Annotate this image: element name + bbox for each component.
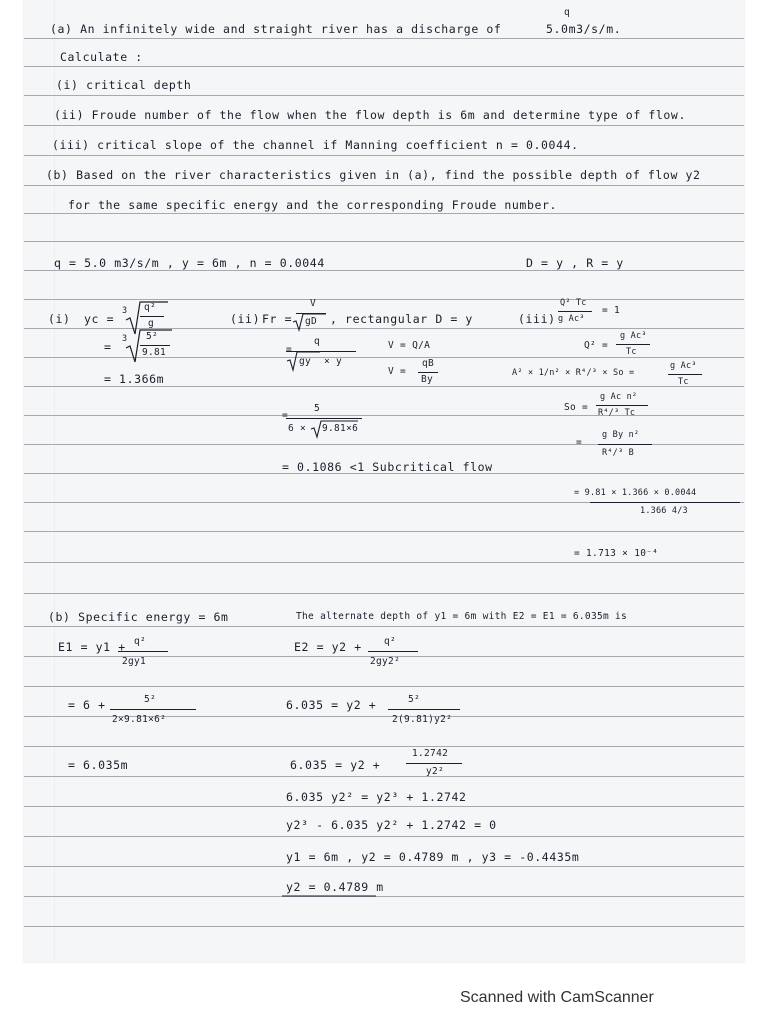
ruled-line (24, 155, 744, 156)
manning-numerator: g Ac³ (670, 361, 697, 371)
equals-sign: = (576, 437, 583, 448)
e1-substituted: = 6 + (68, 698, 106, 712)
froude-lhs: Fr = (262, 312, 293, 326)
fraction-bar (668, 374, 702, 375)
so-step2-denominator: R⁴/³ B (602, 448, 634, 458)
so-step2-numerator: g By n² (602, 430, 640, 440)
part-b-answer: y2 = 0.4789 m (286, 880, 384, 894)
given-values: q = 5.0 m3/s/m , y = 6m , n = 0.0044 (54, 256, 325, 270)
ruled-line (24, 270, 744, 271)
ruled-line (24, 241, 744, 242)
ruled-line (24, 95, 744, 96)
equals-sign: = (282, 410, 289, 421)
ruled-line (24, 593, 744, 594)
ruled-line (24, 386, 744, 387)
cubic-step-b: 6.035 y2² = y2³ + 1.2742 (286, 790, 467, 804)
e2-sub-numerator: 5² (408, 694, 421, 705)
velocity-eq1: V = Q/A (388, 340, 431, 351)
cube-root-index: 3 (122, 334, 128, 344)
manning-equation: A² × 1/n² × R⁴/³ × So = (512, 368, 635, 378)
yc-numerator: q² (144, 302, 157, 313)
so-numerator: g Ac n² (600, 392, 638, 402)
e1-numerator: q² (134, 636, 147, 647)
fraction-bar (406, 763, 462, 764)
ruled-line (24, 626, 744, 627)
answer-underline (280, 893, 400, 899)
step-denominator-tail: × y (324, 356, 343, 367)
discharge-symbol: q (564, 7, 571, 18)
so-denominator: R⁴/³ Tc (598, 408, 636, 418)
cubic-step-a-denominator: y2² (426, 766, 445, 777)
froude-denominator: gD (305, 316, 318, 327)
fraction-bar (590, 502, 740, 503)
manning-denominator: Tc (678, 377, 689, 387)
yc-lhs: yc = (84, 312, 115, 326)
fraction-bar (140, 345, 170, 346)
fraction-bar (616, 344, 650, 345)
ruled-line (24, 746, 744, 747)
part-i-result: = 1.366m (104, 372, 165, 386)
e2-substituted: 6.035 = y2 + (286, 698, 377, 712)
step-numerator: q (314, 336, 321, 347)
ruled-line (24, 926, 744, 927)
e2-equation: E2 = y2 + (294, 640, 362, 654)
notebook-page (24, 0, 744, 962)
ruled-line (24, 562, 744, 563)
cubic-step-a-numerator: 1.2742 (412, 748, 449, 759)
ruled-line (24, 66, 744, 67)
fraction-bar (558, 311, 592, 312)
velocity-numerator: qB (422, 358, 435, 369)
ruled-line (24, 213, 744, 214)
question-a-intro: (a) An infinitely wide and straight river has a discharge of (50, 22, 502, 36)
e1-sub-numerator: 5² (144, 694, 157, 705)
fraction-bar (118, 651, 168, 652)
part-ii-result: = 0.1086 <1 Subcritical flow (282, 460, 493, 474)
ruled-line (24, 836, 744, 837)
critical-lhs-denominator: g Ac³ (558, 314, 585, 324)
fraction-bar (418, 372, 438, 373)
yc-denominator: g (148, 318, 155, 329)
froude-sub-denominator-b: 9.81×6 (322, 423, 359, 434)
cubic-step-c: y2³ - 6.035 y2² + 1.2742 = 0 (286, 818, 497, 832)
e1-result: = 6.035m (68, 758, 129, 772)
q2-eq: Q² = (584, 340, 609, 351)
part-iii-result: = 1.713 × 10⁻⁴ (574, 548, 659, 559)
yc-numerator-value: 5² (146, 331, 159, 342)
ruled-line (24, 125, 744, 126)
fraction-bar (368, 651, 418, 652)
q2-numerator: g Ac³ (620, 331, 647, 341)
part-ii-label: (ii) (230, 312, 261, 326)
fraction-bar (596, 405, 648, 406)
part-b-label: (b) Specific energy = 6m (48, 610, 229, 624)
cube-root-index: 3 (122, 306, 128, 316)
so-step3: = 9.81 × 1.366 × 0.0044 (574, 488, 697, 498)
equals-sign: = (286, 344, 293, 355)
so-eq: So = (564, 402, 589, 413)
step-denominator-root: gy (299, 356, 312, 367)
yc-denominator-value: 9.81 (142, 347, 167, 358)
ruled-line (24, 776, 744, 777)
froude-sub-numerator: 5 (314, 403, 321, 414)
ruled-line (24, 38, 744, 39)
ruled-line (24, 806, 744, 807)
froude-sub-denominator-a: 6 × (288, 423, 307, 434)
question-ii: (ii) Froude number of the flow when the flow depth is 6m and determine type of flow. (54, 108, 686, 122)
fraction-bar (110, 709, 196, 710)
ruled-line (24, 185, 744, 186)
so-step3-denominator: 1.366 4/3 (640, 506, 688, 516)
question-i: (i) critical depth (56, 78, 192, 92)
fraction-bar (598, 444, 652, 445)
e1-equation: E1 = y1 + (58, 640, 126, 654)
discharge-value: 5.0m3/s/m. (546, 22, 622, 36)
part-i-label: (i) (48, 312, 71, 326)
velocity-denominator: By (421, 374, 434, 385)
given-rectangular: D = y , R = y (526, 256, 624, 270)
ruled-line (24, 866, 744, 867)
question-iii: (iii) critical slope of the channel if Manning coefficient n = 0.0044. (52, 138, 579, 152)
e2-sub-denominator: 2(9.81)y2² (392, 714, 453, 725)
e1-sub-denominator: 2×9.81×6² (112, 714, 167, 725)
calculate-heading: Calculate : (60, 50, 143, 64)
equals-sign: = (104, 340, 112, 354)
e1-denominator: 2gy1 (122, 656, 147, 667)
e2-denominator: 2gy2² (370, 656, 401, 667)
velocity-eq2: V = (388, 366, 407, 377)
froude-numerator: V (310, 298, 317, 309)
question-b-line1: (b) Based on the river characteristics given in (a), find the possible depth of flow y2 (46, 168, 701, 182)
fraction-bar (388, 709, 460, 710)
cubic-roots: y1 = 6m , y2 = 0.4789 m , y3 = -0.4435m (286, 850, 580, 864)
camscanner-watermark: Scanned with CamScanner (460, 989, 654, 1006)
cubic-step-a: 6.035 = y2 + (290, 758, 381, 772)
alternate-depth-statement: The alternate depth of y1 = 6m with E2 = E1 = 6.035m is (296, 611, 628, 622)
rectangular-note: , rectangular D = y (330, 312, 473, 326)
e2-numerator: q² (384, 636, 397, 647)
ruled-line (24, 531, 744, 532)
question-b-line2: for the same specific energy and the corresponding Froude number. (68, 198, 558, 212)
q2-denominator: Tc (626, 347, 637, 357)
part-iii-label: (iii) (518, 312, 556, 326)
ruled-line (24, 686, 744, 687)
critical-lhs-numerator: Q² Tc (560, 298, 587, 308)
critical-lhs-value: = 1 (602, 305, 621, 316)
fraction-bar (140, 316, 164, 317)
ruled-line (24, 415, 744, 416)
